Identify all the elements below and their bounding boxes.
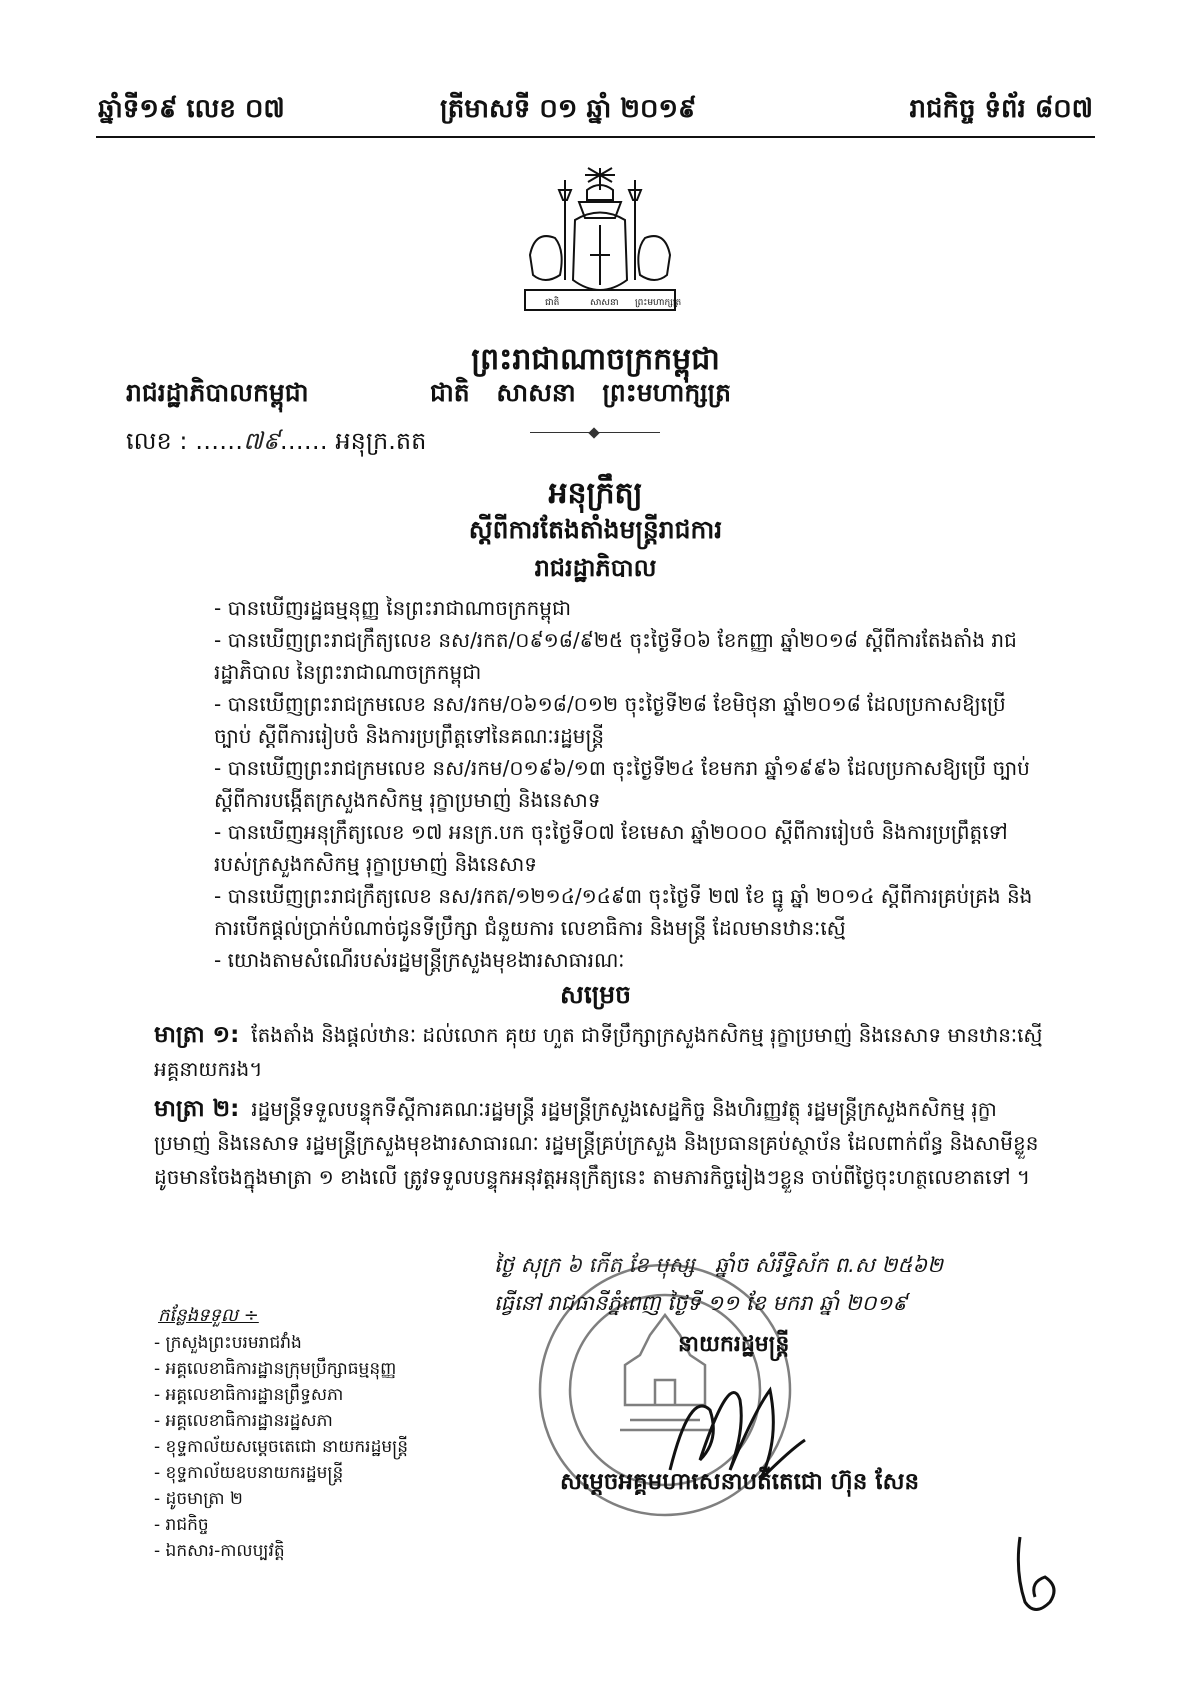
government-heading: រាជរដ្ឋាភិបាលកម្ពុជា	[126, 378, 309, 407]
gazette-quarter: ត្រីមាសទី ០១ ឆ្នាំ ២០១៩	[440, 94, 697, 124]
article-text: រដ្ឋមន្ត្រីទទួលបន្ទុកទីស្តីការគណៈរដ្ឋមន្ត្រី រដ្ឋមន្ត្រីក្រសួងសេដ្ឋកិច្ច និងហិរញ្ញវត្ថុ រដ្ឋមន្ត្រីក្រសួងកសិកម្ម រុក្ខាប្រមាញ់ និងនេសាទ រដ្ឋមន្ត្រីក្រសួងមុខងារសាធារណៈ រដ្ឋមន្ត្រីគ្រប់ក្រសួង និងប្រធានគ្រប់ស្ថាប័ន ដែលពាក់ព័ន្ធ និងសាមីខ្លួនដូចមានចែងក្នុងមាត្រា ១ ខាងលើ ត្រូវទទួលបន្ទុកអនុវត្តអនុក្រឹត្យនេះ តាមភារកិច្ចរៀងៗខ្លួន ចាប់ពីថ្ងៃចុះហត្ថលេខាតទៅ ។	[154, 1097, 1039, 1189]
header-rule	[96, 136, 1095, 138]
recipient-item: - អគ្គលេខាធិការដ្ឋានព្រឹទ្ធសភា	[154, 1385, 344, 1405]
recipient-item: - ខុទ្ទកាល័យសម្តេចតេជោ នាយករដ្ឋមន្ត្រី	[154, 1437, 409, 1457]
lunar-date	[494, 1252, 943, 1283]
national-motto: ជាតិ សាសនា ព្រះមហាក្សត្រ	[430, 378, 731, 407]
recipient-item: - ខុទ្ទកាល័យឧបនាយករដ្ឋមន្ត្រី	[154, 1463, 344, 1483]
recitals-list	[214, 592, 1046, 976]
recipient-item: - អគ្គលេខាធិការដ្ឋានក្រុមប្រឹក្សាធម្មនុញ្ញ	[154, 1359, 397, 1379]
initial-mark-icon	[1010, 1532, 1070, 1622]
kingdom-heading: ព្រះរាជាណាចក្រកម្ពុជា	[471, 342, 720, 377]
recital-item: - បានឃើញព្រះរាជក្រឹត្យលេខ នស/រកត/០៩១៨/៩២៥ ចុះថ្ងៃទី០៦ ខែកញ្ញា ឆ្នាំ២០១៨ ស្តីពីការតែងតាំង រាជរដ្ឋាភិបាល នៃព្រះរាជាណាចក្រកម្ពុជា	[214, 628, 1017, 684]
recital-item: - បានឃើញរដ្ឋធម្មនុញ្ញ នៃព្រះរាជាណាចក្រកម្ពុជា	[214, 596, 572, 620]
recital-item: - បានឃើញព្រះរាជក្រមលេខ នស/រកម/០១៩៦/១៣ ចុះថ្ងៃទី២៤ ខែមករា ឆ្នាំ១៩៩៦ ដែលប្រកាសឱ្យប្រើ ច្បាប់ ស្តីពីការបង្កើតក្រសួងកសិកម្ម រុក្ខាប្រមាញ់ និងនេសាទ	[214, 756, 1030, 812]
recipient-item: - ដូចមាត្រា ២	[154, 1489, 243, 1509]
recipient-item: - ក្រសួងព្រះបរមរាជវាំង	[154, 1333, 302, 1353]
recipients-list	[154, 1330, 408, 1564]
gazette-year-issue: ឆ្នាំទី១៩ លេខ ០៧	[98, 94, 285, 124]
signer-title: នាយករដ្ឋមន្ត្រី	[678, 1332, 790, 1357]
lunar-date-suffix: ឆ្នាំច សំរឹទ្ធិស័ក ព.ស ២៥៦២	[714, 1253, 943, 1277]
article-label: មាត្រា ២:	[154, 1096, 240, 1122]
document-issuer: រាជរដ្ឋាភិបាល	[534, 554, 657, 582]
recital-item: - បានឃើញព្រះរាជក្រមលេខ នស/រកម/០៦១៨/០១២ ចុះថ្ងៃទី២៨ ខែមិថុនា ឆ្នាំ២០១៨ ដែលប្រកាសឱ្យប្រើ ច្បាប់ ស្តីពីការរៀបចំ និងការប្រព្រឹត្តទៅនៃគណៈរដ្ឋមន្ត្រី	[214, 692, 1006, 748]
number-handwritten: ៧៩	[243, 427, 280, 455]
svg-text:ជាតិ: ជាតិ	[545, 298, 560, 308]
recipient-item: - រាជកិច្ច	[154, 1515, 209, 1535]
gazette-page: រាជកិច្ច ទំព័រ ៨០៧	[909, 94, 1093, 124]
article-1	[154, 1018, 1046, 1086]
number-suffix: អនុក្រ.តត	[335, 427, 427, 455]
recipient-item: - ឯកសារ-កាលប្បវត្តិ	[154, 1541, 285, 1561]
recital-item: - យោងតាមសំណើរបស់រដ្ឋមន្ត្រីក្រសួងមុខងារសាធារណៈ	[214, 948, 625, 972]
svg-text:សាសនា: សាសនា	[590, 298, 619, 308]
recipients-title: កន្លែងទទួល ÷	[158, 1305, 259, 1326]
royal-coat-of-arms-icon	[515, 160, 685, 335]
ornamental-divider	[530, 432, 660, 433]
recital-item: - បានឃើញព្រះរាជក្រឹត្យលេខ នស/រកត/១២១៤/១៤៩៣ ចុះថ្ងៃទី ២៧ ខែ ធ្នូ ឆ្នាំ ២០១៤ ស្តីពីការគ្រប់គ្រង និងការបើកផ្តល់ប្រាក់បំណាច់ជូនទីប្រឹក្សា ជំនួយការ លេខាធិការ និងមន្ត្រី ដែលមានឋានៈស្មើ	[214, 884, 1033, 940]
article-text: តែងតាំង និងផ្តល់ឋានៈ ដល់លោក គុយ ហួត ជាទីប្រឹក្សាក្រសួងកសិកម្ម រុក្ខាប្រមាញ់ និងនេសាទ មានឋានៈស្មើ អគ្គនាយករង។	[154, 1023, 1043, 1081]
recital-item: - បានឃើញអនុក្រឹត្យលេខ ១៧ អនក្រ.បក ចុះថ្ងៃទី០៧ ខែមេសា ឆ្នាំ២០០០ ស្តីពីការរៀបចំ និងការប្រព្រឹត្តទៅ របស់ក្រសួងកសិកម្ម រុក្ខាប្រមាញ់ និងនេសាទ	[214, 820, 1008, 876]
lunar-date-handwritten: ៦ កើត ខែ បុស្ស	[566, 1253, 695, 1277]
article-2	[154, 1092, 1046, 1194]
solar-date: ធ្វើនៅ រាជធានីភ្នំពេញ ថ្ងៃទី ១១ ខែ មករា ឆ្នាំ ២០១៩	[494, 1291, 908, 1315]
document-number: លេខ : ……៧៩…… អនុក្រ.តត	[126, 427, 427, 455]
number-label: លេខ :	[126, 427, 188, 455]
lunar-date-prefix: ថ្ងៃ សុក្រ	[494, 1253, 561, 1277]
article-label: មាត្រា ១:	[154, 1022, 240, 1048]
document-subject: ស្តីពីការតែងតាំងមន្ត្រីរាជការ	[468, 515, 723, 544]
document-type: អនុក្រឹត្យ	[548, 476, 643, 511]
signer-name: សម្តេចអគ្គមហាសេនាបតីតេជោ ហ៊ុន សែន	[560, 1469, 920, 1495]
svg-text:ព្រះមហាក្សត្រ: ព្រះមហាក្សត្រ	[635, 298, 682, 308]
recipient-item: - អគ្គលេខាធិការដ្ឋានរដ្ឋសភា	[154, 1411, 333, 1431]
decision-heading: សម្រេច	[560, 980, 631, 1009]
